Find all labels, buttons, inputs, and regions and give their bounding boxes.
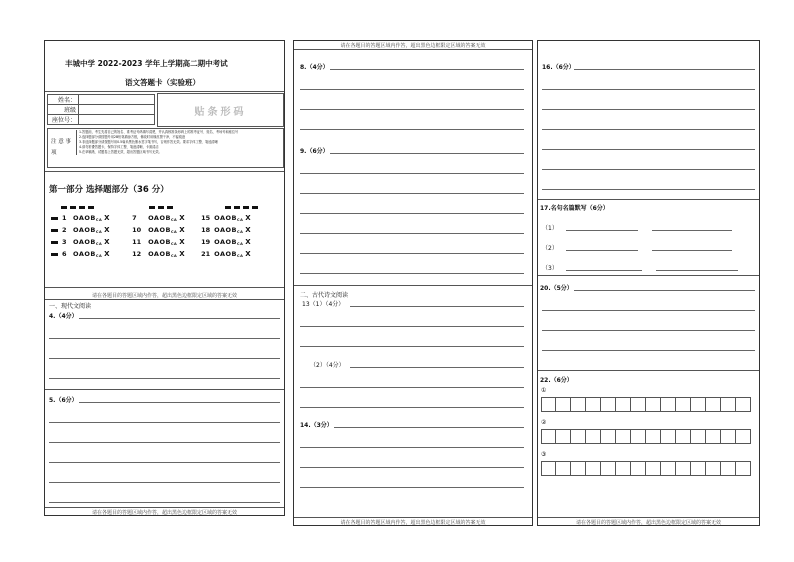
mc-row: 6 OAOBCA X 12 OAOBCA X 21 OAOBCA X xyxy=(51,250,251,258)
blank-1: （1） xyxy=(542,225,558,232)
mc-row: 2 OAOBCA X 10 OAOBCA X 18 OAOBCA X xyxy=(51,226,251,234)
section1-title: 第一部分 选择题部分（36 分） xyxy=(49,185,169,195)
mc-row: 1 OAOBCA X 7 OAOBCA X 15 OAOBCA X xyxy=(51,214,251,222)
barcode-text: 贴条形码 xyxy=(194,106,247,118)
mc-row: 3 OAOBCA X 11 OAOBCA X 19 OAOBCA X xyxy=(51,238,251,246)
circle-1: ① xyxy=(541,387,547,394)
mc-options[interactable]: OAOBCA X xyxy=(148,250,186,258)
notice-bottom: 请在各题目的答题区域内作答，超出黑色边框限定区域的答案无效 xyxy=(575,520,721,526)
class-field[interactable] xyxy=(79,105,155,115)
q5-label: 5.（6分） xyxy=(49,397,78,404)
barcode-area xyxy=(157,93,284,127)
q20-label: 20.（5分） xyxy=(540,285,573,292)
mc-options[interactable]: OAOBCA X xyxy=(73,214,111,222)
section-title: 二、古代诗文阅读 xyxy=(300,292,349,299)
card-title: 语文答题卡（实验班） xyxy=(125,78,200,87)
mc-options[interactable]: OAOBCA X xyxy=(73,250,111,258)
mc-options[interactable]: OAOBCA X xyxy=(214,250,252,258)
q14-label: 14.（3分） xyxy=(300,422,333,429)
q13a-label: 13（1）（4分） xyxy=(302,301,345,308)
panel-right xyxy=(537,40,760,526)
note-5: 5.在草稿纸、试题卷上答题无效，超出答题区域书写无效。 xyxy=(79,150,162,154)
notice-mid: 请在各题目的答题区域内作答，超出黑色边框限定区域的答案无效 xyxy=(91,293,237,299)
q9-label: 9.（6分） xyxy=(300,148,329,155)
q8-label: 8.（4分） xyxy=(300,64,329,71)
mc-options[interactable]: OAOBCA X xyxy=(73,226,111,234)
blank-3: （3） xyxy=(542,265,558,272)
info-table xyxy=(47,94,155,125)
mc-options[interactable]: OAOBCA X xyxy=(214,214,252,222)
notes-block xyxy=(47,128,284,168)
seat-field[interactable] xyxy=(79,115,155,125)
section2-title: 一、现代文阅读 xyxy=(49,303,92,310)
mc-options[interactable]: OAOBCA X xyxy=(214,238,252,246)
q16-label: 16.（6分） xyxy=(542,64,575,71)
panel-middle xyxy=(293,40,533,526)
seat-label: 座位号： xyxy=(48,115,79,125)
panel-left xyxy=(44,40,285,516)
q22-label: 22.（6分） xyxy=(540,377,573,384)
name-label: 姓名： xyxy=(48,95,79,105)
mc-options[interactable]: OAOBCA X xyxy=(214,226,252,234)
notice-bottom: 请在各题目的答题区域内作答，超出黑色边框限定区域的答案无效 xyxy=(340,520,486,526)
char-grid-3[interactable] xyxy=(541,461,751,476)
notice-top: 请在各题目的答题区域内作答，超出黑色边框限定区域的答案无效 xyxy=(340,43,486,49)
mc-options[interactable]: OAOBCA X xyxy=(73,238,111,246)
school-title: 丰城中学 2022-2023 学年上学期高二期中考试 xyxy=(65,59,228,68)
note-1: 1.答题前，考生先将自己的姓名、准考证号码填写清楚，并认真核准条形码上的准考证号、姓名、考场号和座位号 xyxy=(79,130,239,134)
note-3: 3.非选择题部分请按题号用0.5毫米黑色墨水签字笔书写，否则作答无效。要求字体工整、笔迹清晰 xyxy=(79,140,218,144)
mc-options[interactable]: OAOBCA X xyxy=(148,226,186,234)
notice-bottom: 请在各题目的答题区域内作答，超出黑色边框限定区域的答案无效 xyxy=(91,510,237,516)
circle-2: ② xyxy=(541,419,547,426)
mc-options[interactable]: OAOBCA X xyxy=(148,214,186,222)
q4-label: 4.（4分） xyxy=(49,313,78,320)
char-grid-2[interactable] xyxy=(541,429,751,444)
name-field[interactable] xyxy=(79,95,155,105)
char-grid-1[interactable] xyxy=(541,397,751,412)
class-label: 班级 xyxy=(48,105,79,115)
q13b-label: （2）（4分） xyxy=(310,362,345,369)
note-4: 4.请勿折叠答题卡，保持字体工整、笔迹清晰，卡面清洁 xyxy=(79,145,159,149)
q17-label: 17.名句名篇默写（6分） xyxy=(540,205,609,212)
mc-options[interactable]: OAOBCA X xyxy=(148,238,186,246)
circle-3: ③ xyxy=(541,451,547,458)
notes-label: 注 意 事 项 xyxy=(51,139,71,156)
blank-2: （2） xyxy=(542,245,558,252)
note-2: 2.选择题部分请按题号用2B铅笔填涂方框，修改时用橡皮擦干净，不留痕迹 xyxy=(79,135,186,139)
